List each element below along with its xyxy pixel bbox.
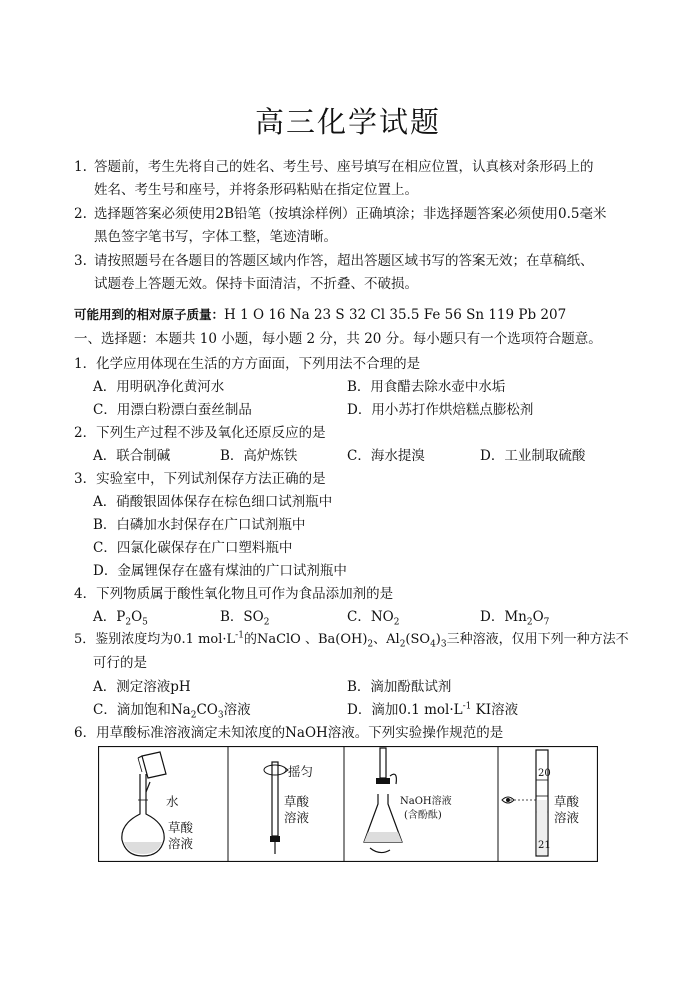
- experiment-figure-svg: [98, 746, 598, 862]
- panel-4-tick-21: 21: [538, 840, 551, 851]
- question-5-stem-line2: 可行的是: [93, 655, 147, 671]
- notice-number: 2.: [74, 206, 87, 222]
- panel-4-acid-label-1: 草酸: [554, 794, 580, 809]
- question-1-option-c: C．用漂白粉漂白蚕丝制品: [93, 402, 252, 418]
- notice-number: 3.: [74, 253, 87, 269]
- question-3-option-a: A．硝酸银固体保存在棕色细口试剂瓶中: [93, 494, 333, 510]
- page-title: 高三化学试题: [254, 105, 441, 139]
- question-2-option-d: D．工业制取硫酸: [480, 448, 586, 464]
- question-4-option-b: B．$SO_2$: [220, 609, 270, 628]
- panel-2-acid-label-2: 溶液: [284, 810, 310, 825]
- panel-4-acid-label-2: 溶液: [554, 810, 580, 825]
- question-3-option-b: B．白磷加水封保存在广口试剂瓶中: [93, 517, 306, 533]
- pour-stream: [138, 758, 142, 772]
- question-2-option-b: B．高炉炼铁: [220, 448, 298, 464]
- atomic-masses-values: H 1 O 16 Na 23 S 32 Cl 35.5 Fe 56 Sn 119 Pb 207: [224, 307, 567, 323]
- question-4-option-a: A．$P_2O_5$: [93, 609, 148, 628]
- question-5-option-b: B．滴加酚酞试剂: [347, 679, 452, 695]
- notice-list: [74, 156, 634, 297]
- question-3-option-d: D．金属锂保存在盛有煤油的广口试剂瓶中: [93, 563, 347, 579]
- question-2-option-c: C．海水提溴: [347, 448, 425, 464]
- stopcock-icon: [270, 836, 280, 842]
- notice-line: 黑色签字笔书写，字体工整，笔迹清晰。: [94, 229, 337, 245]
- experiment-figure: [98, 746, 598, 862]
- panel-3-titration: [364, 748, 452, 853]
- notice-item: [74, 203, 634, 249]
- notice-line: 姓名、考生号和座号，并将条形码粘贴在指定位置上。: [94, 182, 418, 198]
- hand-icon: [370, 848, 390, 853]
- hand-icon: [390, 774, 396, 784]
- atomic-masses-label: 可能用到的相对原子质量：: [74, 307, 225, 322]
- question-4-option-d: D．$Mn_2O_7$: [480, 609, 550, 628]
- panel-4-tick-20: 20: [538, 768, 551, 779]
- panel-4-reading: [502, 750, 580, 856]
- question-2-option-a: A．联合制碱: [93, 448, 171, 464]
- question-1-option-a: A．用明矾净化黄河水: [93, 379, 225, 395]
- question-3-option-c: C．四氯化碳保存在广口塑料瓶中: [93, 540, 293, 556]
- question-3-stem: 3．实验室中，下列试剂保存方法正确的是: [74, 471, 326, 487]
- flask-liquid: [364, 832, 402, 842]
- question-5-stem: 5．鉴别浓度均为0.1 $mol\cdot L^{-1}$的NaClO 、$Ba(OH)_2$、$Al_2(SO_4)_3$三种溶液，仅用下列一种方法不: [74, 630, 629, 650]
- panel-1-volumetric-flask: [122, 752, 194, 856]
- notice-line: 试题卷上答题无效。保持卡面清洁，不折叠、不破损。: [94, 276, 418, 292]
- panel-1-acid-label-2: 溶液: [168, 836, 194, 851]
- question-5-option-a: A．测定溶液pH: [93, 679, 191, 695]
- beaker-lip: [138, 756, 142, 758]
- question-5-option-d: D．滴加0.1 $mol\cdot L^{-1}$ KI溶液: [347, 701, 519, 718]
- panel-2-shake-label: 摇匀: [288, 764, 314, 779]
- panel-2-burette: [264, 762, 313, 854]
- question-2-stem: 2．下列生产过程不涉及氧化还原反应的是: [74, 425, 326, 441]
- notice-line: 请按照题号在各题目的答题区域内作答，超出答题区域书写的答案无效；在草稿纸、: [94, 253, 594, 269]
- panel-2-acid-label-1: 草酸: [284, 794, 310, 809]
- panel-3-indicator-label: (含酚酞): [404, 810, 442, 821]
- question-5-option-c: C．滴加饱和$Na_2CO_3$溶液: [93, 702, 251, 721]
- notice-item: [74, 156, 634, 202]
- shake-arrow-icon: [264, 765, 286, 775]
- eye-pupil: [506, 798, 510, 802]
- section-heading: 一、选择题：本题共 10 小题，每小题 2 分，共 20 分。每小题只有一个选项符合题意。: [74, 331, 602, 347]
- burette-tube-icon: [272, 762, 278, 836]
- notice-item: [74, 250, 634, 296]
- question-1-stem: 1．化学应用体现在生活的方方面面，下列用法不合理的是: [74, 356, 421, 372]
- question-4-option-c: C．$NO_2$: [347, 609, 400, 628]
- question-6-stem: 6．用草酸标准溶液滴定未知浓度的NaOH溶液。下列实验操作规范的是: [74, 725, 504, 741]
- atomic-masses: [74, 305, 566, 325]
- notice-line: 选择题答案必须使用2B铅笔（按填涂样例）正确填涂；非选择题答案必须使用0.5毫米: [94, 206, 607, 222]
- question-1-option-b: B．用食醋去除水壶中水垢: [347, 379, 506, 395]
- glass-rod: [146, 782, 150, 792]
- panel-1-water-label: 水: [166, 794, 179, 809]
- panel-3-naoh-label: NaOH溶液: [400, 796, 452, 807]
- question-4-stem: 4．下列物质属于酸性氧化物且可作为食品添加剂的是: [74, 586, 394, 602]
- stopcock-icon: [376, 778, 390, 784]
- burette-tube-icon: [380, 748, 386, 778]
- notice-line: 答题前，考生先将自己的姓名、考生号、座号填写在相应位置，认真核对条形码上的: [94, 159, 594, 175]
- question-1-option-d: D．用小苏打作烘焙糕点膨松剂: [347, 402, 534, 418]
- panel-1-acid-label-1: 草酸: [168, 820, 194, 835]
- notice-number: 1.: [74, 159, 87, 175]
